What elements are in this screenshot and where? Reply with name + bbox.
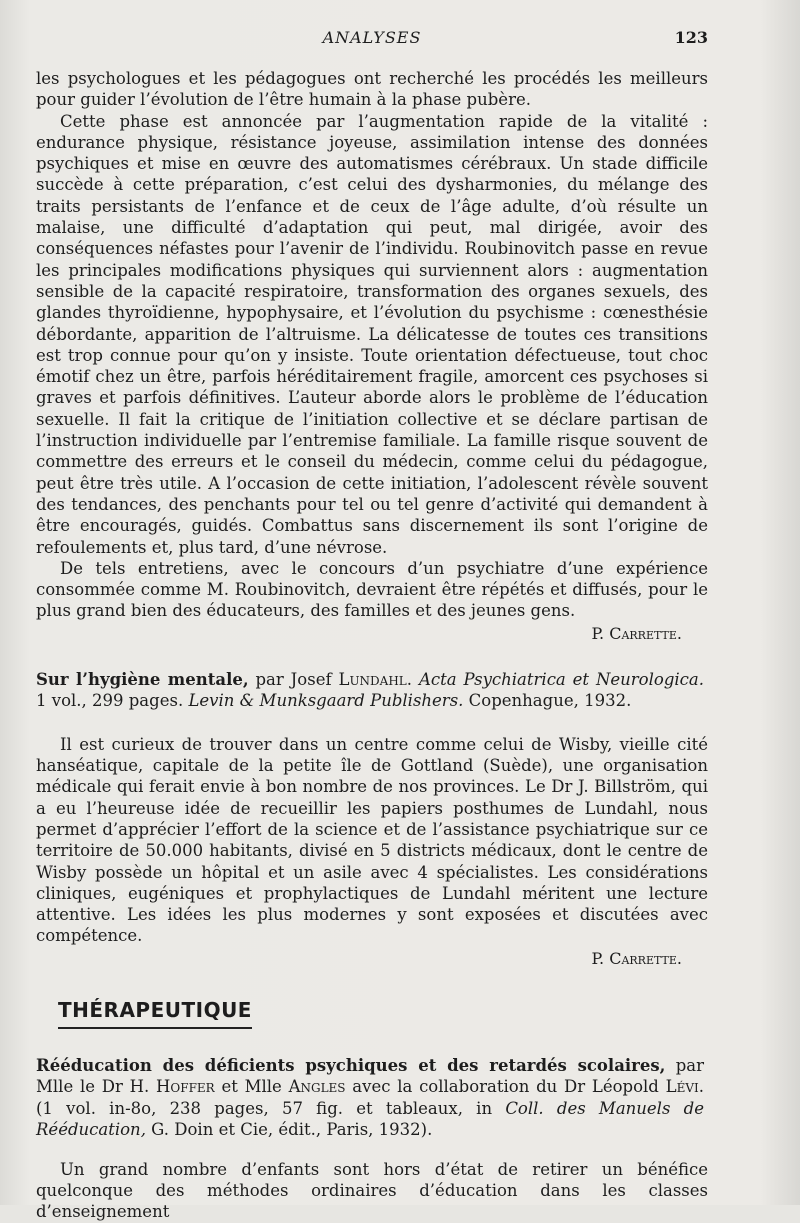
- paragraph: Il est curieux de trouver dans un centre comme celui de Wisby, vieille cité hanséatique, capitale de la petite île de Gottland (Suède), une organisation médicale qui ferait envie à bon nombre de nos provinces. Le Dr J. Billström, qui a eu l’heureuse idée de recueillir les papiers posthumes de Lundahl, nous permet d’apprécier l’effort de la science et de l’assistance psychiatrique sur ce territoire de 50.000 habitants, divisé en 5 districts médicaux, dont le centre de Wisby possède un hôpital et un asile avec 4 spécialistes. Les considérations cliniques, eugéniques et prophylactiques de Lundahl méritent une lecture attentive. Les idées les plus modernes y sont exposées et discutées avec compétence.: [36, 734, 708, 946]
- article-heading: Rééducation des déficients psychiques et des retardés scolaires, par Mlle le Dr H. Hoffer et Mlle Angles avec la collaboration du Dr Léopold Lévi. (1 vol. in-8o, 238 pages, 57 fig. et tableaux, in Coll. des Manuels de Rééducation, G. Doin et Cie, édit., Paris, 1932).: [36, 1055, 704, 1140]
- review-roubinovitch: [36, 68, 708, 643]
- journal-name: Acta Psychiatrica et Neurologica.: [418, 669, 704, 689]
- author-name: Lundahl: [338, 669, 407, 689]
- running-header: [36, 28, 708, 68]
- series-name: Coll. des Manuels de Rééducation,: [36, 1098, 704, 1140]
- signature: P. Carrette.: [591, 623, 682, 643]
- section-heading: THÉRAPEUTIQUE: [58, 998, 252, 1029]
- paragraph: les psychologues et les pédagogues ont recherché les procédés les meilleurs pour guider l’évolution de l’être humain à la phase pubère.: [36, 69, 708, 110]
- running-title: ANALYSES: [322, 28, 422, 47]
- paragraph: De tels entretiens, avec le concours d’un psychiatre d’une expérience consommée comme M. Roubinovitch, devraient être répétés et diffusés, pour le plus grand bien des éducateurs, des familles et des jeunes gens.: [36, 558, 708, 621]
- publisher-name: Levin & Munksgaard Publishers.: [188, 691, 464, 711]
- page-number: 123: [674, 28, 708, 47]
- author-name: Angles: [288, 1077, 346, 1097]
- signature: P. Carrette.: [591, 948, 682, 968]
- review-hoffer: [36, 1055, 708, 1223]
- article-heading: Sur l’hygiène mentale, par Josef Lundahl. Acta Psychiatrica et Neurologica. 1 vol., 299 pages. Levin & Munksgaard Publishers. Copenhague, 1932.: [36, 669, 704, 711]
- review-lundahl: [36, 669, 708, 968]
- author-name: Lévi: [665, 1077, 699, 1097]
- paragraph: Un grand nombre d’enfants sont hors d’état de retirer un bénéfice quelconque des méthodes ordinaires d’éducation dans les classes d’enseignement: [36, 1159, 708, 1222]
- paragraph: Cette phase est annoncée par l’augmentation rapide de la vitalité : endurance physique, résistance joyeuse, assimilation intense des données psychiques et mise en œuvre des automatismes cérébraux. Un stade difficile succède à cette préparation, c’est celui des dysharmonies, du mélange des traits persistants de l’enfance et de ceux de l’âge adulte, d’où résulte un malaise, une difficulté d’adaptation qui peut, mal dirigée, avoir des conséquences néfastes pour l’avenir de l’individu. Roubinovitch passe en revue les principales modifications physiques qui surviennent alors : augmentation sensible de la capacité respiratoire, transformation des organes sexuels, des glandes thyroïdienne, hypophysaire, et l’évolution du psychisme : cœnesthésie débordante, apparition de l’altruisme. La délicatesse de toutes ces transitions est trop connue pour qu’on y insiste. Toute orientation défectueuse, tout choc émotif chez un être, parfois héréditairement fragile, amorcent ces psychoses si graves et parfois définitives. L’auteur aborde alors le problème de l’éducation sexuelle. Il fait la critique de l’initiation collective et se déclare partisan de l’instruction individuelle par l’entremise familiale. La famille risque souvent de commettre des erreurs et le conseil du médecin, comme celui du pédagogue, peut être très utile. A l’occasion de cette initiation, l’adolescent révèle souvent des tendances, des penchants pour tel ou tel genre d’activité qui demandent à être encouragés, guidés. Combattus sans discernement ils sont l’origine de refoulements et, plus tard, d’une névrose.: [36, 111, 708, 557]
- article-title: Sur l’hygiène mentale,: [36, 669, 249, 689]
- author-name: Hoffer: [156, 1077, 215, 1097]
- article-title: Rééducation des déficients psychiques et des retardés scolaires,: [36, 1055, 666, 1075]
